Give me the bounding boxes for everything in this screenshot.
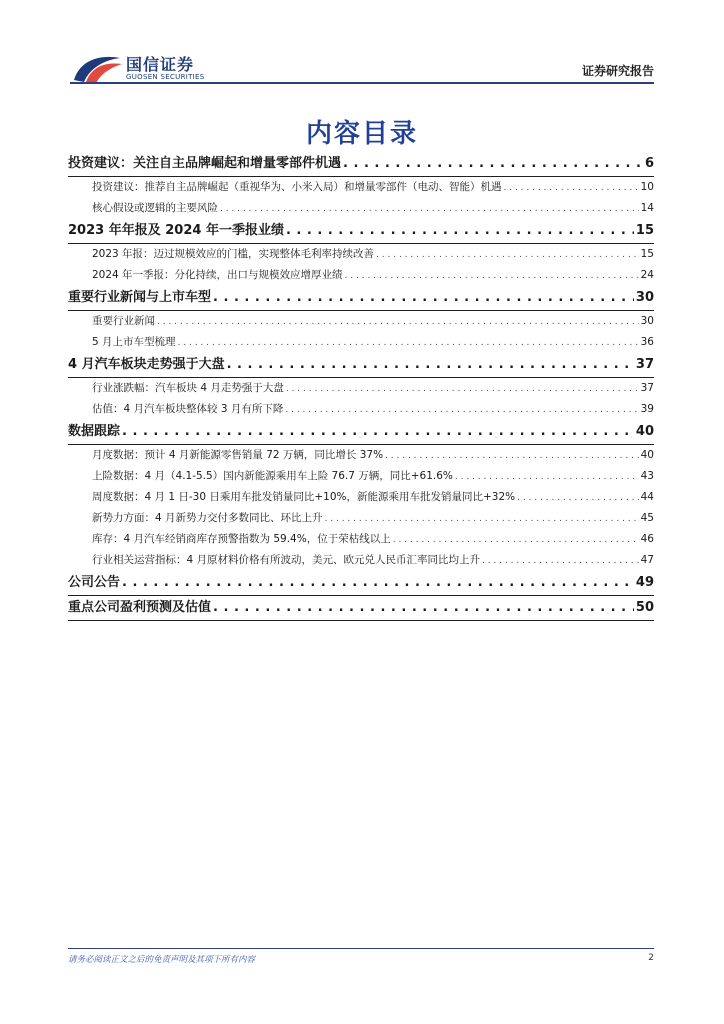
toc-entry-label: 行业相关运营指标：4 月原材料价格有所波动，美元、欧元兑人民币汇率同比均上升 (92, 554, 481, 566)
toc-entry-label: 月度数据：预计 4 月新能源零售销量 72 万辆，同比增长 37% (92, 449, 384, 461)
toc-subsection-entry[interactable] (68, 198, 654, 219)
page-number: 2 (648, 953, 654, 963)
toc-section-entry[interactable] (68, 571, 654, 596)
toc-entry-page: 50 (635, 600, 654, 615)
logo-chinese-name: 国信证券 (126, 55, 195, 74)
toc-entry-page: 15 (635, 223, 654, 238)
toc-entry-label: 重要行业新闻与上市车型 (68, 290, 212, 305)
toc-entry-page: 37 (640, 382, 654, 394)
toc-entry-page: 30 (640, 315, 654, 327)
guosen-logo-icon (70, 50, 124, 86)
toc-entry-page: 24 (640, 269, 654, 281)
toc-entry-label: 上险数据：4 月（4.1-5.5）国内新能源乘用车上险 76.7 万辆，同比+61.6% (92, 470, 453, 482)
toc-entry-label: 周度数据：4 月 1 日-30 日乘用车批发销量同比+10%，新能源乘用车批发销量同比+32% (92, 491, 516, 503)
toc-subsection-entry[interactable] (68, 177, 654, 198)
toc-entry-label: 投资建议：推荐自主品牌崛起（重视华为、小米入局）和增量零部件（电动、智能）机遇 (92, 181, 502, 193)
toc-subsection-entry[interactable] (68, 399, 654, 420)
toc-entry-label: 核心假设或逻辑的主要风险 (92, 202, 218, 214)
toc-entry-page: 46 (640, 533, 654, 545)
toc-entry-label: 2023 年年报及 2024 年一季报业绩 (68, 223, 284, 238)
toc-entry-label: 数据跟踪 (68, 424, 121, 439)
toc-dot-leader (482, 551, 639, 572)
toc-dot-leader (286, 379, 639, 400)
toc-entry-label: 4 月汽车板块走势强于大盘 (68, 357, 225, 372)
toc-subsection-entry[interactable] (68, 378, 654, 399)
toc-subsection-entry[interactable] (68, 265, 654, 286)
toc-subsection-entry[interactable] (68, 332, 654, 353)
toc-dot-leader (122, 420, 634, 444)
toc-section-entry[interactable] (68, 596, 654, 621)
toc-subsection-entry[interactable] (68, 508, 654, 529)
toc-dot-leader (220, 199, 639, 220)
toc-section-entry[interactable] (68, 353, 654, 378)
toc-section-entry[interactable] (68, 152, 654, 177)
toc-entry-page: 44 (640, 491, 654, 503)
toc-entry-label: 行业涨跌幅：汽车板块 4 月走势强于大盘 (92, 382, 284, 394)
toc-dot-leader (345, 266, 639, 287)
toc-entry-page: 15 (640, 248, 654, 260)
toc-entry-page: 47 (640, 554, 654, 566)
toc-entry-label: 5 月上市车型梳理 (92, 336, 176, 348)
toc-entry-label: 2024 年一季报：分化持续，出口与规模效应增厚业绩 (92, 269, 343, 281)
toc-entry-page: 36 (640, 336, 654, 348)
toc-entry-page: 37 (635, 357, 654, 372)
toc-dot-leader (385, 446, 639, 467)
toc-entry-page: 45 (640, 512, 654, 524)
toc-subsection-entry[interactable] (68, 445, 654, 466)
table-of-contents (68, 152, 654, 621)
toc-dot-leader (157, 312, 639, 333)
toc-dot-leader (455, 467, 639, 488)
toc-entry-label: 公司公告 (68, 575, 121, 590)
toc-subsection-entry[interactable] (68, 466, 654, 487)
toc-dot-leader (286, 219, 634, 243)
toc-section-entry[interactable] (68, 420, 654, 445)
toc-title: 内容目录 (305, 119, 418, 149)
toc-subsection-entry[interactable] (68, 487, 654, 508)
toc-entry-page: 40 (640, 449, 654, 461)
toc-dot-leader (227, 353, 634, 377)
toc-entry-label: 2023 年报：迈过规模效应的门槛，实现整体毛利率持续改善 (92, 248, 375, 260)
toc-dot-leader (517, 488, 638, 509)
footer-divider (68, 948, 654, 949)
toc-dot-leader (285, 400, 638, 421)
toc-dot-leader (376, 245, 639, 266)
logo (70, 50, 210, 86)
toc-dot-leader (343, 152, 643, 176)
toc-entry-page: 39 (640, 403, 654, 415)
toc-dot-leader (122, 571, 634, 595)
toc-entry-page: 14 (640, 202, 654, 214)
toc-entry-page: 6 (644, 156, 654, 171)
toc-subsection-entry[interactable] (68, 529, 654, 550)
footer-disclaimer: 请务必阅读正文之后的免责声明及其项下所有内容 (68, 955, 256, 965)
toc-entry-page: 43 (640, 470, 654, 482)
header-divider (70, 82, 654, 84)
toc-section-entry[interactable] (68, 219, 654, 244)
toc-entry-page: 30 (635, 290, 654, 305)
toc-section-entry[interactable] (68, 286, 654, 311)
logo-english-name: GUOSEN SECURITIES (126, 73, 205, 81)
toc-entry-label: 新势力方面：4 月新势力交付多数同比、环比上升 (92, 512, 323, 524)
toc-entry-label: 重点公司盈利预测及估值 (68, 600, 212, 615)
report-type-label: 证券研究报告 (581, 64, 654, 78)
toc-dot-leader (504, 178, 639, 199)
toc-entry-page: 10 (640, 181, 654, 193)
toc-dot-leader (213, 286, 634, 310)
toc-entry-label: 投资建议：关注自主品牌崛起和增量零部件机遇 (68, 156, 342, 171)
toc-subsection-entry[interactable] (68, 244, 654, 265)
toc-entry-label: 重要行业新闻 (92, 315, 155, 327)
toc-subsection-entry[interactable] (68, 550, 654, 571)
toc-dot-leader (213, 596, 634, 620)
toc-entry-label: 库存：4 月汽车经销商库存预警指数为 59.4%，位于荣枯线以上 (92, 533, 391, 545)
toc-dot-leader (325, 509, 639, 530)
toc-entry-label: 估值：4 月汽车板块整体较 3 月有所下降 (92, 403, 284, 415)
toc-entry-page: 40 (635, 424, 654, 439)
toc-entry-page: 49 (635, 575, 654, 590)
toc-dot-leader (393, 530, 639, 551)
toc-dot-leader (178, 333, 639, 354)
toc-subsection-entry[interactable] (68, 311, 654, 332)
